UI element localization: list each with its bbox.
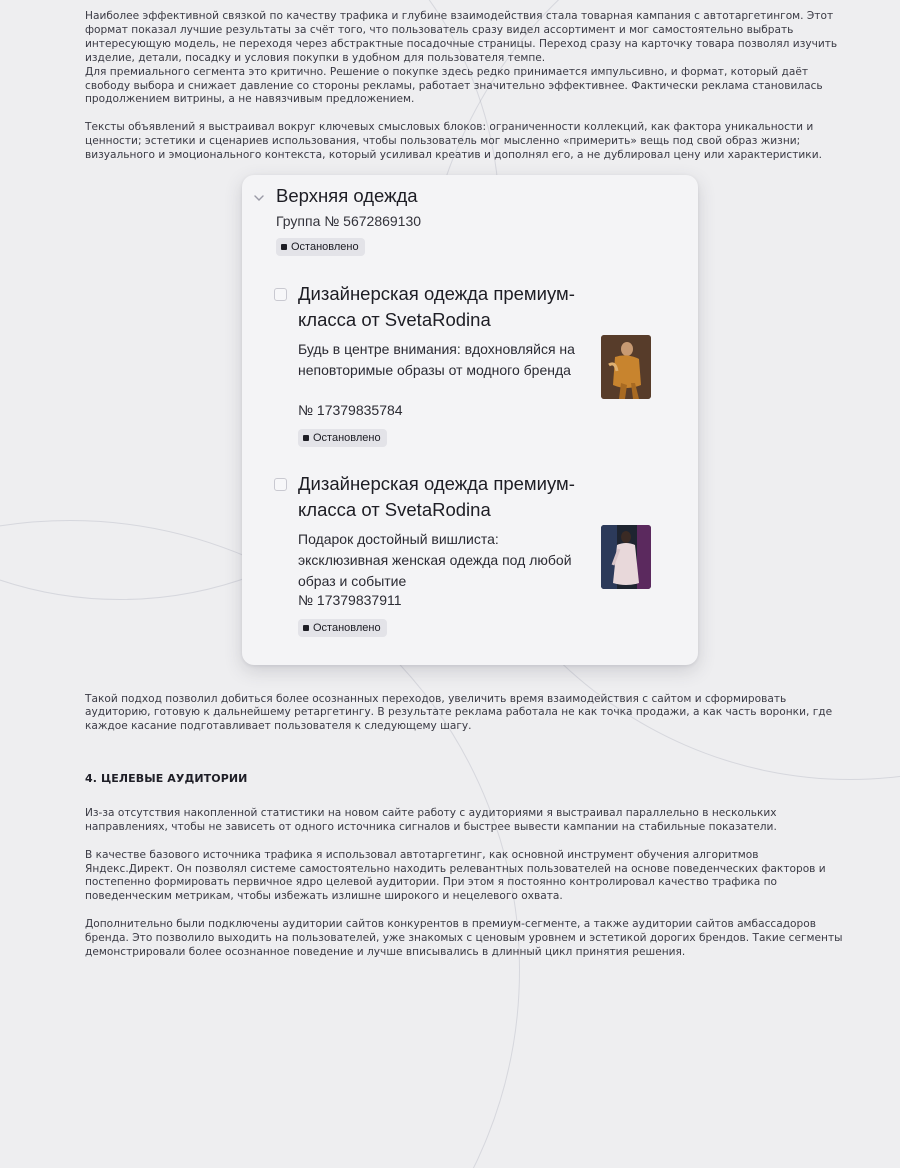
ad-id: № 17379837911 bbox=[298, 591, 402, 608]
chevron-down-icon[interactable] bbox=[252, 191, 266, 203]
ad-text: Будь в центре внимания: вдохновляйся на неповторимые образы от модного бренда bbox=[298, 340, 575, 378]
paragraph-5: Из-за отсутствия накопленной статистики на новом сайте работу с аудиториями я выстраивал параллельно в нескольких направлениях, чтобы не зависеть от одного источника сигналов и быстрее вывести кампании на стабильные показатели. bbox=[85, 807, 777, 834]
ad-checkbox[interactable] bbox=[274, 288, 287, 301]
paragraph-7: Дополнительно были подключены аудитории сайтов конкурентов в премиум-сегменте, а также аудитории сайтов амбассадоров бренда. Это позволило выходить на пользователей, уже знакомых с ценовым уровнем и эстетикой дорогих брендов. Такие сегменты демонстрировали более осознанное поведение и лучше вписывались в длинный цикл принятия решения. bbox=[85, 917, 843, 958]
ad-title[interactable]: Дизайнерская одежда премиум-класса от SvetaRodina bbox=[298, 472, 575, 520]
stop-icon bbox=[281, 244, 287, 250]
status-label: Остановлено bbox=[313, 431, 381, 444]
status-badge bbox=[298, 619, 387, 637]
paragraph-6: В качестве базового источника трафика я использовал автотаргетинг, как основной инструмент обучения алгоритмов Яндекс.Директ. Он позволял системе самостоятельно находить релевантных пользователей на основе поведенческих факторов и постепенно формировать первичное ядро целевой аудитории. При этом я постоянно контролировал качество трафика по поведенческим метрикам, чтобы избежать излишне широкого и нецелевого охвата. bbox=[85, 848, 826, 903]
ad-thumbnail-image bbox=[601, 525, 651, 589]
section-heading: 4. ЦЕЛЕВЫЕ АУДИТОРИИ bbox=[85, 772, 248, 786]
ad-thumbnail-image bbox=[601, 335, 651, 399]
ad-id: № 17379835784 bbox=[298, 401, 403, 418]
ad-text: Подарок достойный вишлиста: эксклюзивная женская одежда под любой образ и событие bbox=[298, 530, 572, 589]
group-title[interactable]: Верхняя одежда bbox=[276, 184, 418, 206]
ad-checkbox[interactable] bbox=[274, 478, 287, 491]
paragraph-2: Для премиального сегмента это критично. Решение о покупке здесь редко принимается импульсивно, и формат, который даёт свободу выбора и снижает давление со стороны рекламы, работает значительно эффективнее. Фактически реклама становилась продолжением витрины, а не навязчивым предложением. bbox=[85, 65, 823, 106]
stop-icon bbox=[303, 625, 309, 631]
paragraph-1: Наиболее эффективной связкой по качеству трафика и глубине взаимодействия стала товарная кампания с автотаргетингом. Этот формат показал лучшие результаты за счёт того, что пользователь сразу видел ассортимент и мог самостоятельно выбрать интересующую модель, не переходя через абстрактные посадочные страницы. Переход сразу на карточку товара позволял изучить изделие, детали, посадку и условия покупки в удобном для пользователя темпе. bbox=[85, 10, 838, 64]
status-label: Остановлено bbox=[313, 621, 381, 634]
stop-icon bbox=[303, 435, 309, 441]
article-body bbox=[85, 10, 845, 959]
ad-group-card bbox=[242, 175, 698, 665]
paragraph-4: Такой подход позволил добиться более осознанных переходов, увеличить время взаимодействия с сайтом и сформировать аудиторию, готовую к дальнейшему ретаргетингу. В результате реклама работала не как точка продажи, а как часть воронки, где каждое касание подготавливает пользователя к следующему шагу. bbox=[85, 692, 833, 733]
screenshot-embed bbox=[85, 163, 845, 693]
status-badge bbox=[298, 429, 387, 447]
status-badge bbox=[276, 238, 365, 256]
status-label: Остановлено bbox=[291, 240, 359, 253]
group-number: Группа № 5672869130 bbox=[276, 212, 422, 229]
paragraph-3: Тексты объявлений я выстраивал вокруг ключевых смысловых блоков: ограниченности коллекций, как фактора уникальности и ценности; эстетики и сценариев использования, чтобы пользователь мог мысленно «примерить» вещь под свой образ жизни; визуального и эмоционального контекста, который усиливал креатив и дополнял его, а не дублировал цену или характеристики. bbox=[85, 120, 822, 161]
ad-title[interactable]: Дизайнерская одежда премиум-класса от SvetaRodina bbox=[298, 282, 575, 330]
